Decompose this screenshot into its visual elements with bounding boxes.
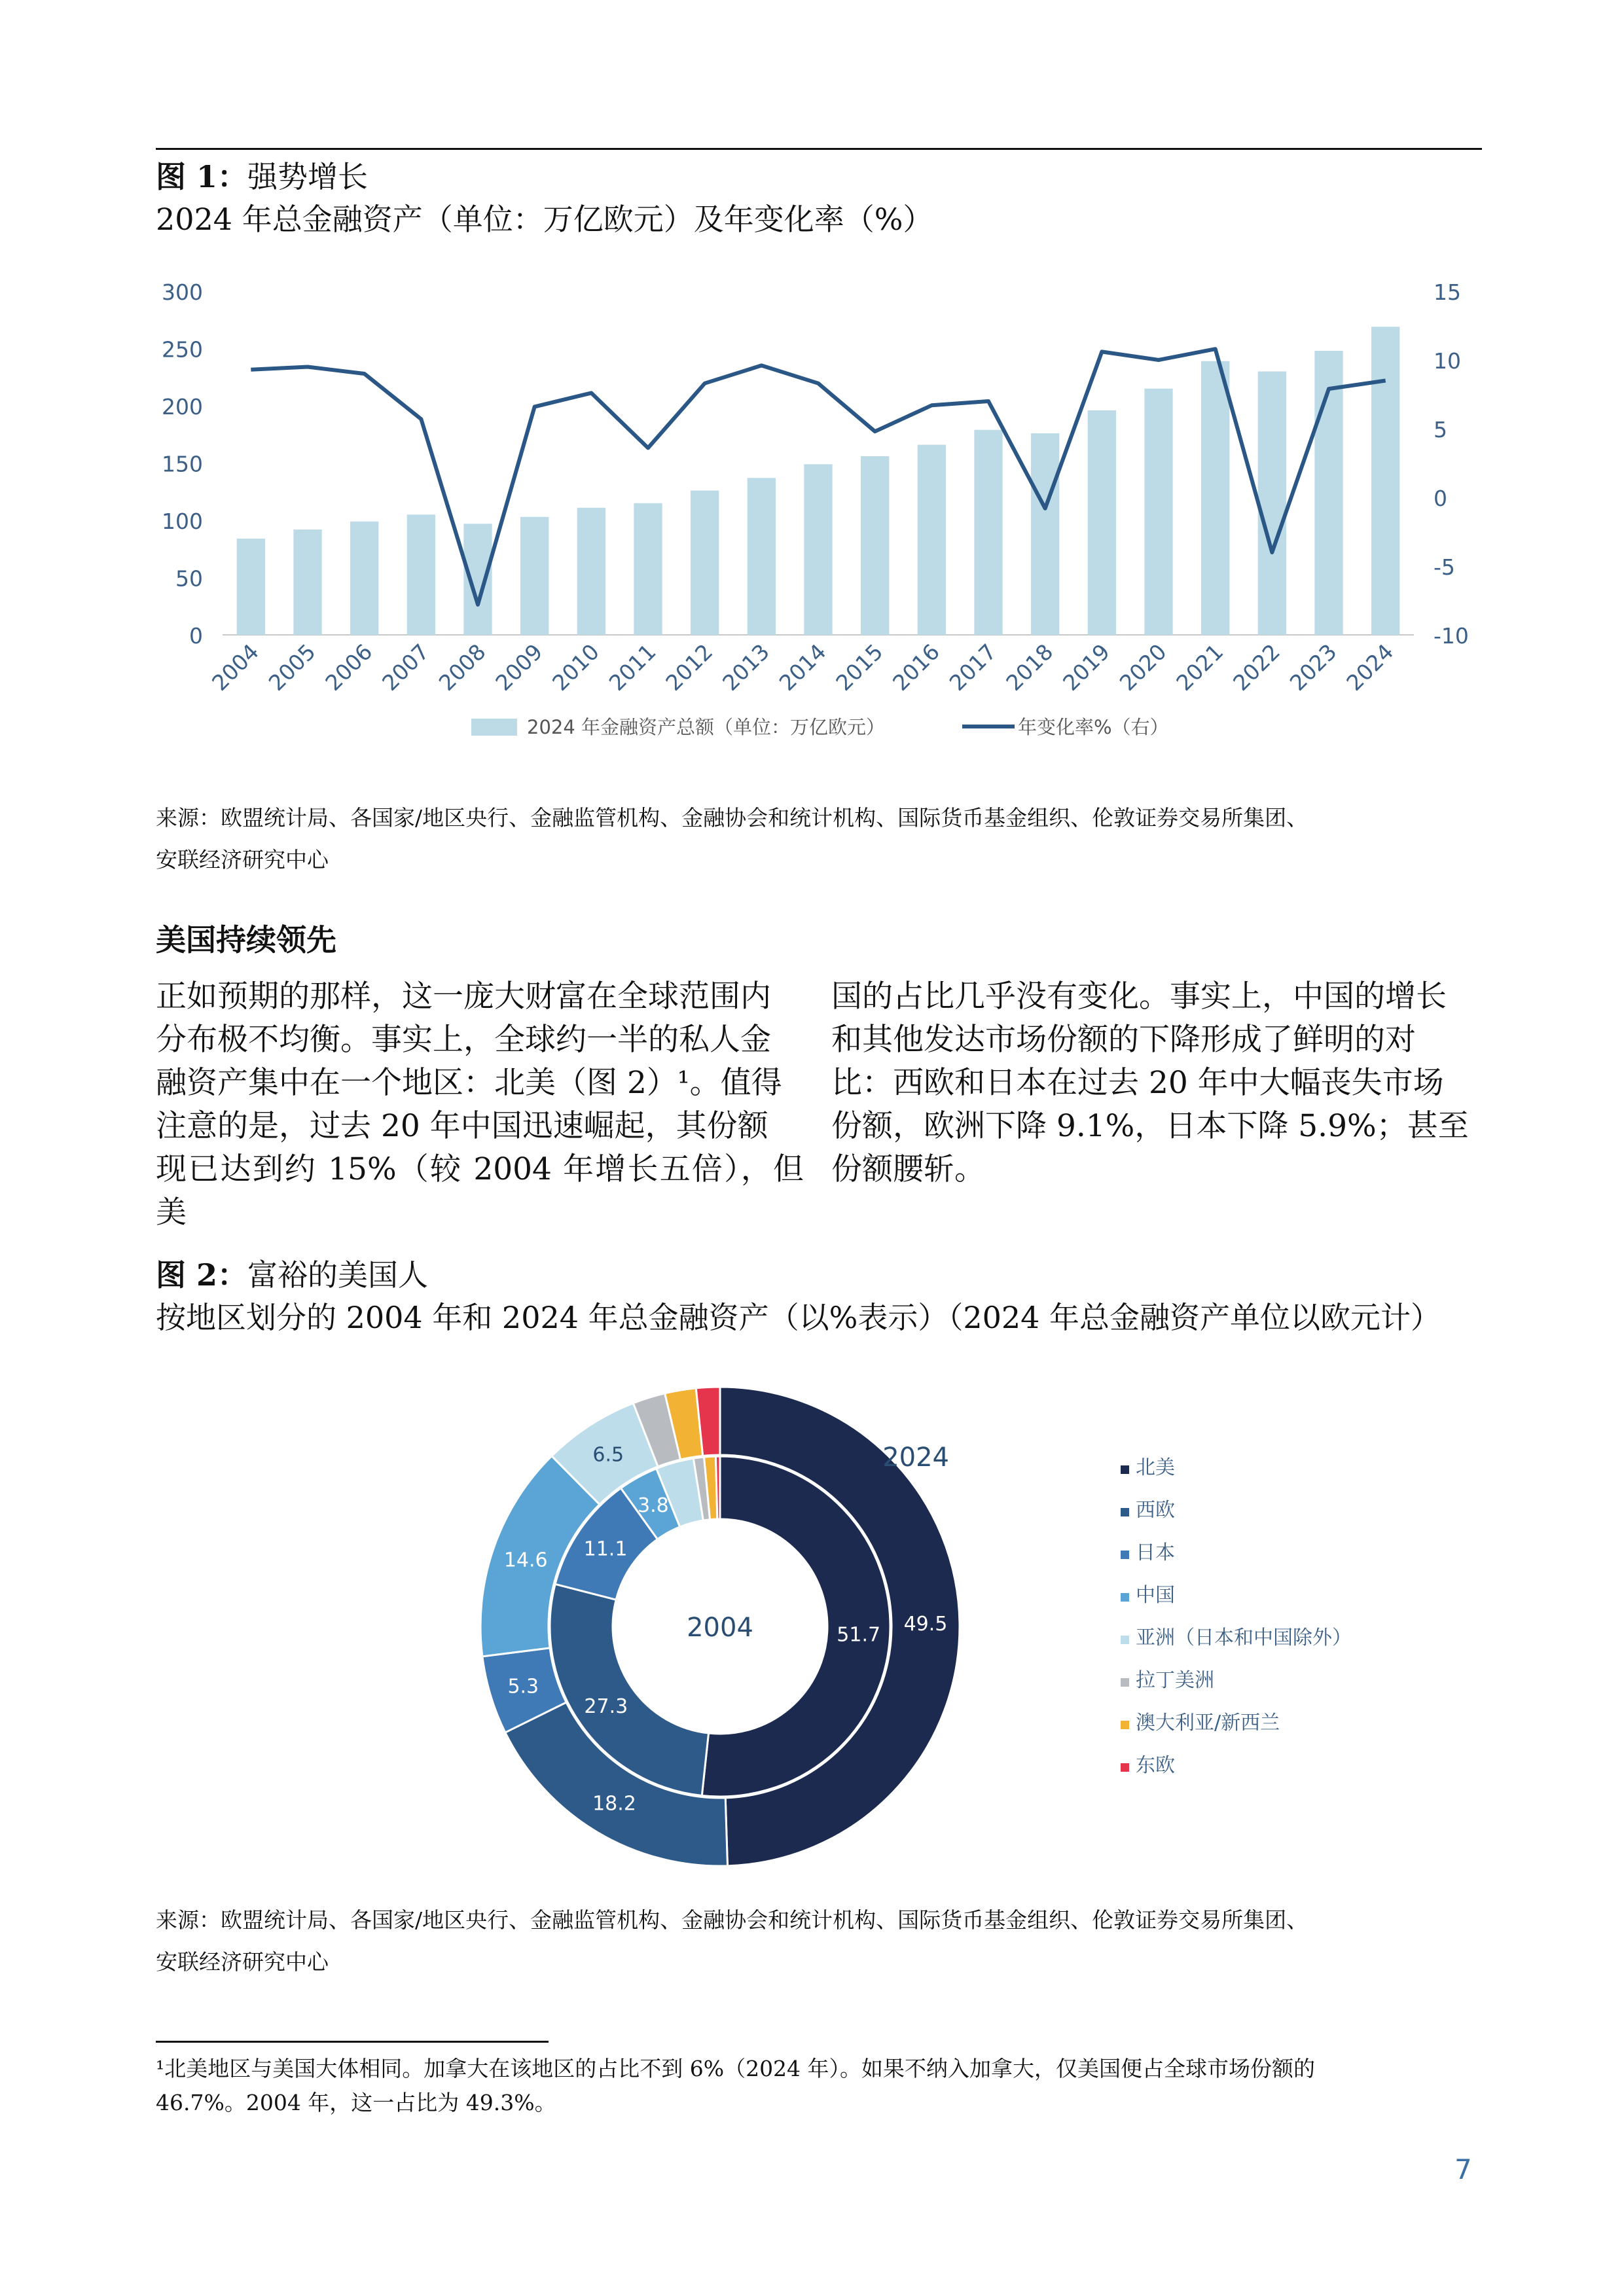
y-right-tick-label: 15 xyxy=(1434,279,1461,305)
bar xyxy=(974,430,1002,635)
x-tick-label: 2018 xyxy=(1001,639,1058,696)
bar xyxy=(861,456,889,635)
y-left-tick-label: 250 xyxy=(162,336,203,363)
bar xyxy=(407,514,435,635)
fig1-source-line1: 来源：欧盟统计局、各国家/地区央行、金融监管机构、金融协会和统计机构、国际货币基金组织、伦敦证券交易所集团、 xyxy=(156,805,1308,831)
bar xyxy=(520,517,549,635)
legend-label: 日本 xyxy=(1136,1541,1175,1564)
bar xyxy=(577,508,605,635)
legend-label-line: 年变化率%（右） xyxy=(1018,716,1169,738)
y-left-tick-label: 0 xyxy=(189,623,203,649)
section-heading: 美国持续领先 xyxy=(156,922,336,958)
body-right-line: 和其他发达市场份额的下降形成了鲜明的对 xyxy=(831,1022,1416,1058)
body-right-line: 国的占比几乎没有变化。事实上，中国的增长 xyxy=(831,978,1447,1014)
bar xyxy=(293,529,321,635)
fig2-source-line1: 来源：欧盟统计局、各国家/地区央行、金融监管机构、金融协会和统计机构、国际货币基金组织、伦敦证券交易所集团、 xyxy=(156,1907,1308,1933)
slice-value-label: 49.5 xyxy=(903,1613,948,1636)
inner-year-label: 2004 xyxy=(687,1613,753,1643)
fig1-chart xyxy=(151,262,1499,785)
footnote-rule xyxy=(156,2041,549,2043)
y-left-tick-label: 200 xyxy=(162,394,203,420)
y-left-tick-label: 100 xyxy=(162,509,203,534)
x-tick-label: 2013 xyxy=(717,639,774,696)
x-tick-label: 2020 xyxy=(1114,639,1172,696)
x-tick-label: 2004 xyxy=(207,639,264,696)
body-left-line: 现已达到约 15%（较 2004 年增长五倍），但美 xyxy=(156,1151,804,1230)
fig2-title xyxy=(156,1255,428,1295)
x-tick-label: 2007 xyxy=(377,639,434,696)
y-left-tick-label: 150 xyxy=(162,451,203,477)
body-left-line: 融资产集中在一个地区：北美（图 2）¹。值得 xyxy=(156,1065,782,1101)
legend-label: 澳大利亚/新西兰 xyxy=(1136,1712,1280,1734)
body-left-column xyxy=(156,975,804,1234)
slice-value-label: 14.6 xyxy=(503,1549,548,1572)
outer-year-label: 2024 xyxy=(882,1443,949,1473)
slice-value-label: 5.3 xyxy=(507,1675,539,1698)
bar xyxy=(350,522,378,635)
bar xyxy=(748,478,776,635)
page-number: 7 xyxy=(1454,2153,1472,2185)
fig2-chart xyxy=(458,1361,1375,1885)
legend-swatch xyxy=(1121,1551,1129,1559)
x-tick-label: 2024 xyxy=(1341,639,1399,696)
slice-value-label: 27.3 xyxy=(584,1695,628,1718)
x-tick-label: 2017 xyxy=(944,639,1001,696)
bar xyxy=(691,491,719,636)
bar xyxy=(1144,389,1172,635)
bar xyxy=(1031,433,1059,635)
x-tick-label: 2005 xyxy=(263,639,321,696)
fig2-source xyxy=(156,1899,1485,1983)
body-right-line: 比：西欧和日本在过去 20 年中大幅丧失市场 xyxy=(831,1065,1444,1101)
legend-swatch xyxy=(1121,1508,1129,1516)
slice-value-label: 11.1 xyxy=(583,1537,628,1561)
fig2-subtitle: 按地区划分的 2004 年和 2024 年总金融资产（以%表示）（2024 年总金融资产单位以欧元计） xyxy=(156,1300,1441,1335)
x-tick-label: 2014 xyxy=(774,639,831,696)
legend-swatch xyxy=(1121,1636,1129,1644)
legend-label: 东欧 xyxy=(1136,1754,1175,1777)
slice-value-label: 51.7 xyxy=(837,1623,881,1647)
y-right-tick-label: -10 xyxy=(1434,623,1469,649)
x-tick-label: 2023 xyxy=(1284,639,1342,696)
slice-value-label: 3.8 xyxy=(638,1494,669,1518)
y-right-tick-label: -5 xyxy=(1434,554,1455,580)
body-right-line: 份额，欧洲下降 9.1%，日本下降 5.9%；甚至 xyxy=(831,1108,1469,1144)
x-tick-label: 2011 xyxy=(604,639,661,696)
x-tick-label: 2016 xyxy=(888,639,945,696)
body-left-line: 注意的是，过去 20 年中国迅速崛起，其份额 xyxy=(156,1108,768,1144)
legend-swatch-bar xyxy=(471,719,517,736)
header-rule xyxy=(156,148,1482,150)
y-left-tick-label: 300 xyxy=(162,279,203,305)
body-right-column xyxy=(831,975,1479,1191)
legend-label: 亚洲（日本和中国除外） xyxy=(1136,1626,1352,1649)
bar xyxy=(1088,410,1116,635)
fig1-subtitle: 2024 年总金融资产（单位：万亿欧元）及年变化率（%） xyxy=(156,202,933,237)
x-tick-label: 2019 xyxy=(1058,639,1115,696)
y-right-tick-label: 10 xyxy=(1434,348,1461,374)
donut-slice-2004 xyxy=(715,1456,720,1519)
y-left-tick-label: 50 xyxy=(175,565,203,592)
fig2-title-text: 富裕的美国人 xyxy=(247,1257,429,1293)
x-tick-label: 2022 xyxy=(1228,639,1285,696)
bar xyxy=(1258,372,1286,636)
fig1-source xyxy=(156,797,1485,881)
slice-value-label: 18.2 xyxy=(592,1792,636,1816)
legend-label: 中国 xyxy=(1136,1584,1175,1607)
body-left-line: 正如预期的那样，这一庞大财富在全球范围内 xyxy=(156,978,771,1014)
x-tick-label: 2006 xyxy=(320,639,378,696)
fig2-label: 图 2： xyxy=(156,1257,248,1293)
fig1-source-line2: 安联经济研究中心 xyxy=(156,847,329,872)
x-tick-label: 2008 xyxy=(433,639,491,696)
x-tick-label: 2010 xyxy=(547,639,604,696)
slice-value-label: 6.5 xyxy=(592,1443,624,1467)
bar xyxy=(1371,327,1399,635)
legend-label: 西欧 xyxy=(1136,1499,1175,1522)
x-tick-label: 2015 xyxy=(831,639,888,696)
legend-label: 北美 xyxy=(1136,1456,1175,1479)
bar xyxy=(463,524,492,635)
legend-swatch xyxy=(1121,1678,1129,1687)
y-right-tick-label: 0 xyxy=(1434,486,1447,511)
x-tick-label: 2009 xyxy=(490,639,548,696)
legend-label-bar: 2024 年金融资产总额（单位：万亿欧元） xyxy=(527,716,886,738)
legend-label: 拉丁美洲 xyxy=(1136,1669,1214,1692)
footnote-line1: ¹北美地区与美国大体相同。加拿大在该地区的占比不到 6%（2024 年）。如果不纳入加拿大，仅美国便占全球市场份额的 xyxy=(156,2056,1316,2081)
bar xyxy=(918,445,946,636)
footnote xyxy=(156,2052,1491,2120)
fig1-title-text: 强势增长 xyxy=(247,159,369,194)
legend-swatch xyxy=(1121,1465,1129,1474)
bar xyxy=(634,503,662,635)
fig2-source-line2: 安联经济研究中心 xyxy=(156,1949,329,1975)
body-right-line: 份额腰斩。 xyxy=(831,1151,985,1187)
body-left-line: 分布极不均衡。事实上，全球约一半的私人金 xyxy=(156,1022,771,1058)
bar xyxy=(1201,361,1229,635)
bar xyxy=(237,539,265,635)
y-right-tick-label: 5 xyxy=(1434,417,1447,442)
x-tick-label: 2021 xyxy=(1171,639,1229,696)
fig1-label: 图 1： xyxy=(156,159,248,194)
legend-swatch xyxy=(1121,1593,1129,1602)
x-tick-label: 2012 xyxy=(660,639,718,696)
fig1-title xyxy=(156,157,368,196)
legend-swatch xyxy=(1121,1721,1129,1729)
footnote-line2: 46.7%。2004 年，这一占比为 49.3%。 xyxy=(156,2090,556,2115)
bar xyxy=(804,464,832,635)
legend-swatch xyxy=(1121,1763,1129,1772)
